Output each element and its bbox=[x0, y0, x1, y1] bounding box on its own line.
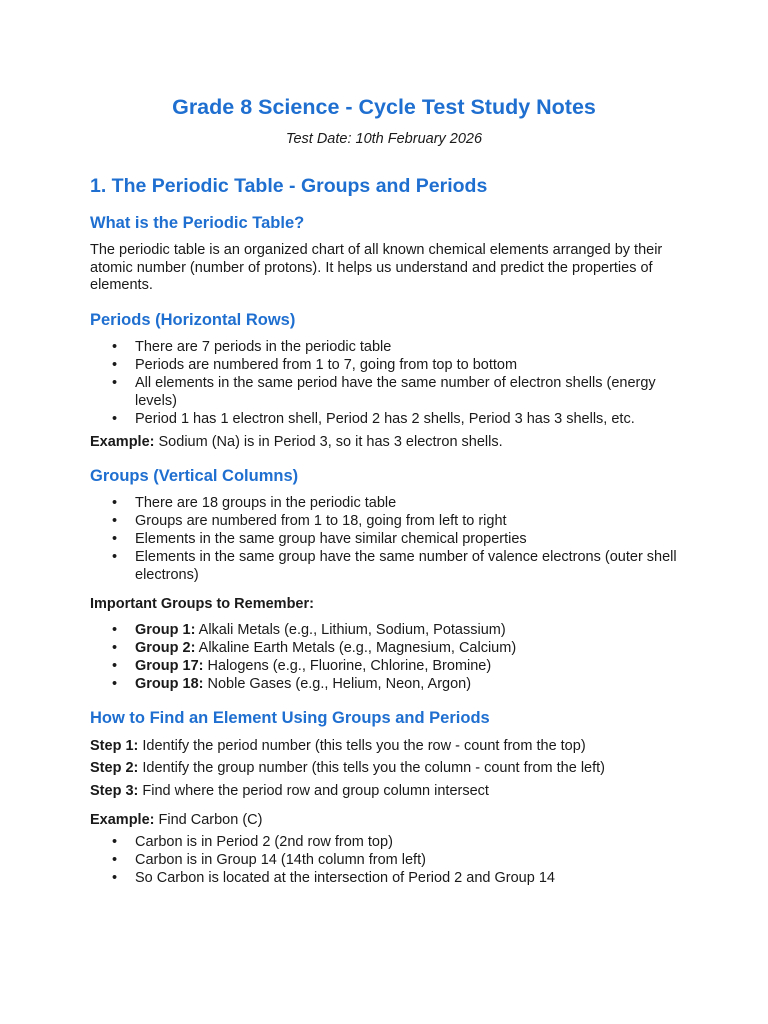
step-text: Identify the group number (this tells you the column - count from the left) bbox=[138, 760, 605, 776]
list-item-text: Elements in the same group have similar chemical properties bbox=[135, 531, 527, 547]
bullet-icon: • bbox=[112, 531, 118, 547]
step-label: Step 3: bbox=[90, 782, 139, 799]
list-item bbox=[90, 512, 678, 530]
bullet-icon: • bbox=[112, 410, 118, 427]
group-label: Group 2: bbox=[135, 639, 196, 656]
subheading-periods: Periods (Horizontal Rows) bbox=[90, 310, 296, 329]
list-item-text: Carbon is in Period 2 (2nd row from top) bbox=[135, 833, 393, 850]
bullet-icon: • bbox=[112, 495, 118, 511]
list-item bbox=[90, 494, 678, 512]
test-date: Test Date: 10th February 2026 bbox=[285, 131, 483, 147]
important-groups-list bbox=[90, 621, 678, 693]
list-item bbox=[90, 833, 678, 851]
list-item bbox=[90, 338, 678, 356]
group-description: Alkaline Earth Metals (e.g., Magnesium, Calcium) bbox=[195, 639, 517, 656]
example-label: Example: bbox=[90, 433, 155, 450]
step-text: Identify the period number (this tells you the row - count from the top) bbox=[138, 737, 586, 754]
list-item bbox=[90, 851, 678, 869]
bullet-icon: • bbox=[112, 621, 118, 638]
list-item bbox=[90, 530, 678, 548]
list-item bbox=[90, 548, 678, 584]
list-item bbox=[90, 639, 678, 657]
list-item-text: There are 18 groups in the periodic table bbox=[135, 495, 397, 511]
list-item bbox=[90, 621, 678, 639]
bullet-icon: • bbox=[112, 675, 118, 692]
bullet-icon: • bbox=[112, 513, 118, 529]
list-item-text: Carbon is in Group 14 (14th column from left) bbox=[135, 851, 426, 868]
list-item-text: Groups are numbered from 1 to 18, going from left to right bbox=[135, 513, 507, 529]
step-1 bbox=[90, 737, 678, 756]
bullet-icon: • bbox=[112, 639, 118, 656]
bullet-icon: • bbox=[112, 851, 118, 868]
list-item bbox=[90, 869, 678, 887]
step-label: Step 2: bbox=[90, 760, 139, 776]
bullet-icon: • bbox=[112, 374, 118, 391]
list-item bbox=[90, 356, 678, 374]
group-label: Group 1: bbox=[135, 621, 196, 638]
paragraph-periodic-table-definition: The periodic table is an organized chart of all known chemical elements arranged by their atomic number (number of protons). It helps us understand and predict the properties of elements. bbox=[90, 242, 663, 293]
list-item bbox=[90, 410, 678, 428]
group-description: Alkali Metals (e.g., Lithium, Sodium, Potassium) bbox=[195, 621, 506, 638]
bullet-icon: • bbox=[112, 833, 118, 850]
bullet-icon: • bbox=[112, 356, 118, 373]
list-item-text: There are 7 periods in the periodic table bbox=[135, 338, 392, 355]
step-label: Step 1: bbox=[90, 737, 139, 754]
periods-example bbox=[90, 434, 678, 452]
step-2 bbox=[90, 759, 678, 778]
example-text: Find Carbon (C) bbox=[154, 812, 263, 828]
step-3 bbox=[90, 782, 678, 801]
subheading-what-is-periodic-table: What is the Periodic Table? bbox=[90, 214, 305, 232]
find-example-bullet-list bbox=[90, 833, 678, 887]
find-example bbox=[90, 812, 678, 830]
group-description: Noble Gases (e.g., Helium, Neon, Argon) bbox=[203, 675, 472, 692]
example-text: Sodium (Na) is in Period 3, so it has 3 electron shells. bbox=[154, 433, 503, 450]
example-label: Example: bbox=[90, 812, 155, 828]
group-label: Group 17: bbox=[135, 657, 204, 674]
step-text: Find where the period row and group column intersect bbox=[138, 782, 489, 799]
list-item-text: Periods are numbered from 1 to 7, going from top to bottom bbox=[135, 356, 518, 373]
list-item bbox=[90, 675, 678, 693]
bullet-icon: • bbox=[112, 549, 118, 565]
groups-bullet-list bbox=[90, 494, 678, 584]
subheading-groups: Groups (Vertical Columns) bbox=[90, 467, 299, 485]
list-item-text: So Carbon is located at the intersection of Period 2 and Group 14 bbox=[135, 869, 555, 886]
list-item-text: Period 1 has 1 electron shell, Period 2 has 2 shells, Period 3 has 3 shells, etc. bbox=[135, 410, 635, 427]
group-description: Halogens (e.g., Fluorine, Chlorine, Bromine) bbox=[203, 657, 492, 674]
group-label: Group 18: bbox=[135, 675, 204, 692]
list-item-text: All elements in the same period have the same number of electron shells (energy levels) bbox=[135, 374, 656, 409]
bullet-icon: • bbox=[112, 338, 118, 355]
bullet-icon: • bbox=[112, 657, 118, 674]
list-item-text: Elements in the same group have the same number of valence electrons (outer shell electrons) bbox=[135, 549, 677, 583]
bullet-icon: • bbox=[112, 869, 118, 886]
document-title: Grade 8 Science - Cycle Test Study Notes bbox=[172, 95, 596, 119]
section-heading-periodic-table: 1. The Periodic Table - Groups and Periods bbox=[90, 175, 488, 197]
list-item bbox=[90, 657, 678, 675]
subheading-find-element: How to Find an Element Using Groups and Periods bbox=[90, 708, 490, 727]
list-item bbox=[90, 374, 678, 410]
periods-bullet-list bbox=[90, 338, 678, 428]
important-groups-label: Important Groups to Remember: bbox=[90, 596, 314, 612]
